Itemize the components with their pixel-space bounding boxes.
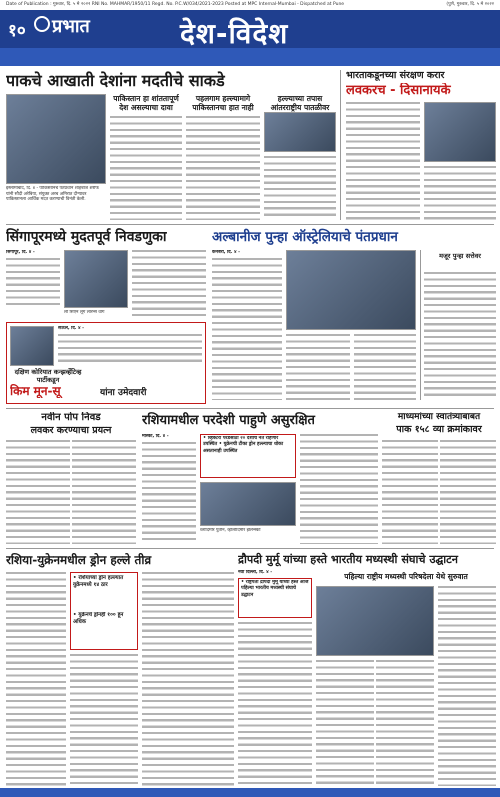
russia-caption: व्लादिमीर पुतीन, व्होलोदिमीर झेलेन्स्की [200,528,261,533]
korea-dateline: सेऊल, दि. ४ - [58,326,85,331]
press-freedom-headline: माध्यमांच्या स्वातंत्र्याबाबत [397,412,481,422]
albanese-headline: अल्बानीज पुन्हा ऑस्ट्रेलियाचे पंतप्रधान [212,229,398,245]
section-rule-3 [6,548,494,549]
brand-logo: प्रभात [52,16,90,37]
drone-body-c [142,572,234,786]
footer-strip [0,788,500,797]
press-freedom-subheadline: पाक १५८ व्या क्रमांकावर [396,424,482,435]
section-title: देश-विदेश [180,17,289,50]
murmu-body-d [438,586,496,786]
russia-callout: • व्हिक्टरी परेडसाठी २० देशांचे नेते राहणार उपस्थित • युक्रेनची टीका ड्रोन हल्ल्याचा धोका असतानाही उपस्थित [203,436,284,454]
right-top-subheadline: लवकरच - दिसानायके [346,83,451,98]
albanese-divider [420,250,421,400]
top-photo [6,94,106,184]
russia-photo [200,482,296,526]
drone-body-a [6,572,66,786]
col1-body [110,116,182,220]
right-top-photo [424,102,496,162]
press-freedom-body-b [440,440,496,544]
column-divider [340,70,341,220]
page-number: १० [8,21,26,41]
korea-box-title: दक्षिण कोरियात कन्झर्व्हेटिव्ह पार्टीकडून [14,368,82,384]
right-top-body-a [346,102,420,220]
drone-bullet-2: • युक्रेनचे ड्रोनही १०० हून अधिक [73,612,124,626]
albanese-dateline: कॅनबेरा, दि. ४ - [212,250,240,255]
drone-body-b [70,654,138,786]
albanese-body-a [212,258,282,400]
drone-headline: रशिया-युक्रेनमधील ड्रोन हल्ले तीव्र [6,553,152,567]
publication-meta-left: Date of Publication : गुरुवार, दि. ५ मे २०२२ RNI No. MAHMAR/1950/11 Regd. No. P.C.W/034/2021-2023 Posted at MPC Internal-Mumbai - Dispatched at Pune [6,2,345,7]
korea-candidate-name: किम मून-सू [10,384,61,398]
right-top-headline: भारताकडूनच्या संरक्षण करार [346,70,445,81]
publication-date: (पुणे, गुरुवार, दि. ५ मे २०२२ [446,2,494,7]
korea-body [58,334,202,364]
drone-bullet-1: • रशियाच्या ड्रोन हल्ल्यात युक्रेनमध्ये १४ ठार [73,575,124,589]
russia-body-b [300,434,378,544]
singapore-caption: ली सिएन लूंग लॉरेन्स वोंग [64,310,105,315]
murmu-callout: • राष्ट्रपती द्रौपदी मुर्मू यांच्या हस्ते आज पहिल्या भारतीय मध्यस्थी संघाचे उद्घाटन [241,580,309,598]
albanese-body-c [354,334,416,400]
russia-body-a [142,442,196,544]
pope-body-b [72,440,136,544]
col2-body [186,116,260,220]
murmu-body-c [376,660,434,786]
col3-photo [264,112,336,152]
albanese-body-b [286,334,350,400]
murmu-body-a [238,622,312,786]
singapore-dateline: सिंगापूर, दि. ४ - [6,250,35,255]
albanese-side-body [424,272,496,400]
albanese-side-head: मजूर पुन्हा सत्तेवर [439,252,481,260]
murmu-body-b [316,660,374,786]
pope-subheadline: लवकर करण्याचा प्रयत्न [30,425,112,436]
albanese-photo [286,250,416,330]
singapore-photo [64,250,128,308]
singapore-headline: सिंगापूरमध्ये मुदतपूर्व निवडणुका [6,229,167,245]
pope-headline: नवीन पोप निवड [41,412,101,423]
korea-photo [10,326,54,366]
section-rule-2 [6,408,494,409]
russia-dateline: मॉस्को, दि. ४ - [142,434,169,439]
top-headline: पाकचे आखाती देशांना मदतीचे साकडे [6,71,225,90]
publication-meta [0,0,500,10]
col1-head: पाकिस्तान हा शांततापूर्ण देश असल्याचा दावा [113,94,179,112]
singapore-body-a [6,258,60,308]
section-rule [6,224,494,225]
murmu-headline: द्रौपदी मुर्मू यांच्या हस्ते भारतीय मध्यस्थी संघाचे उद्घाटन [238,553,459,566]
murmu-dateline: नवी दिल्ली, दि. ४ - [238,570,273,575]
press-freedom-body-a [382,440,438,544]
russia-headline: रशियामधील परदेशी पाहुणे असुरक्षित [142,413,315,428]
logo-icon [34,16,50,32]
pope-body-a [6,440,70,544]
korea-box-tail: यांना उमेदवारी [100,388,147,398]
murmu-photo [316,586,434,656]
col2-head: पहलगाम हल्ल्यामागे पाकिस्तानचा हात नाही [192,94,254,112]
right-top-body-b [424,166,496,220]
murmu-subheadline: पहिल्या राष्ट्रीय मध्यस्थी परिषदेला येथे सुरुवात [344,572,468,581]
singapore-body-b [132,250,206,320]
top-photo-caption: इस्लामाबाद, दि. ४ - पाकिस्तानचे पंतप्रधान शाहबाज शरीफ यांनी सौदी अरेबिया, संयुक्त अरब अमिरात दौऱ्यावर पाकिस्तानला आर्थिक मदत करण्याची विनंती केली. [6,186,99,203]
col3-body [264,156,336,220]
col3-head: हल्ल्याच्या तपास आंतरराष्ट्रीय पातळीवर [270,94,330,112]
